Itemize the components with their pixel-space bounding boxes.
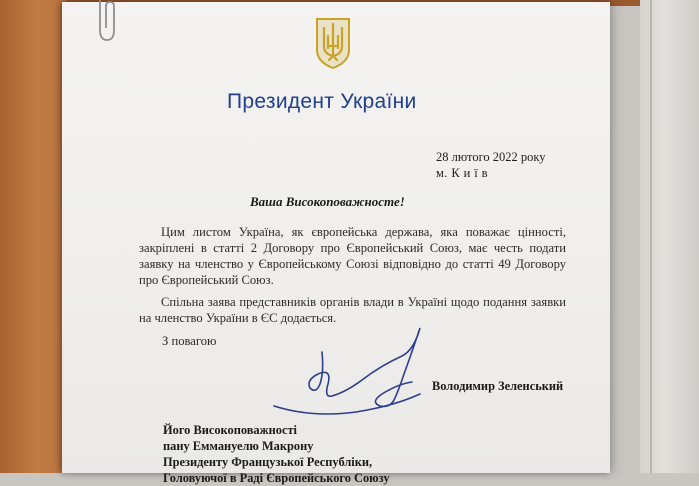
letter-closing: З повагою <box>162 334 217 348</box>
letter-date: 28 лютого 2022 року <box>436 150 546 164</box>
letter-greeting: Ваша Високоповажносте! <box>250 194 405 209</box>
wooden-desk <box>0 0 66 473</box>
addressee-line: Президенту Французької Республіки, <box>163 455 373 469</box>
desk-edge-line <box>650 0 652 473</box>
letter-paragraph-2: Спільна заява представників органів влади в Україні щодо подання заявки на членство України в ЄС додається. <box>139 295 566 325</box>
addressee-line: Його Високоповажності <box>163 423 297 437</box>
page-title: Президент України <box>227 90 417 113</box>
addressee-block <box>163 422 463 486</box>
paper-clip-icon <box>92 0 122 46</box>
signer-name: Володимир Зеленський <box>432 379 564 393</box>
addressee-line: Головуючої в Раді Європейського Союзу <box>163 471 390 485</box>
letter-city: м. К и ї в <box>436 166 488 180</box>
handwritten-signature <box>262 322 427 422</box>
letter-paragraph-1: Цим листом Україна, як європейська держава, яка поважає цінності, закріплені в статті 2 Договору про Європейський Союз, має честь подати заявку на членство у Європейському Союзі відповідно до статті 49 Договору про Європейський Союз. <box>139 225 566 287</box>
trident-coat-of-arms-icon <box>314 16 352 70</box>
desk-surface-right <box>640 0 699 473</box>
addressee-line: пану Еммануелю Макрону <box>163 439 314 453</box>
